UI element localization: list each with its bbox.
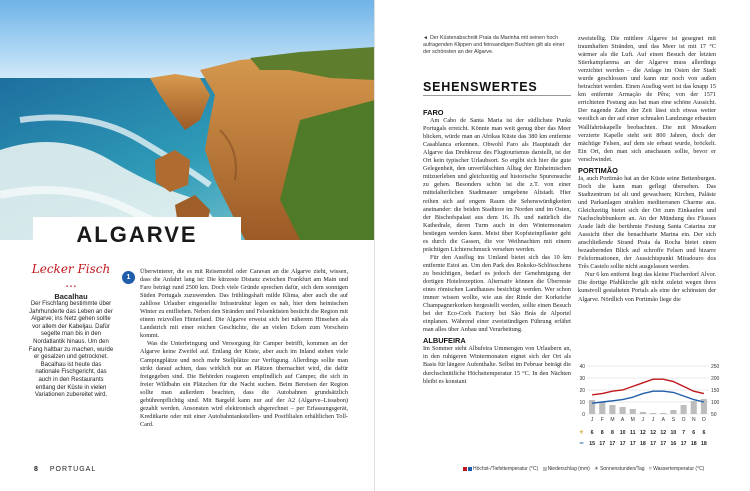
month-label: J (641, 417, 645, 423)
y-right-tick: 50 (711, 411, 717, 418)
sunshine-value: 8 (610, 430, 614, 436)
y-right-tick: 150 (711, 387, 720, 394)
rain-bar (650, 413, 656, 414)
sunshine-value: 12 (660, 430, 667, 436)
water-value: 18 (690, 441, 697, 447)
intro-text (140, 268, 348, 429)
paragraph: Am Cabo de Santa Maria ist der südlichste Punkt Portugals erreicht. Könnte man weit genug über das Meer blicken, würde man an Afrikas Küste das 380 km entfernte Casablanca erkennen. Obwohl Faro als Hauptstadt der Algarve das Drehkreuz des Flugtourismus darstellt, ist der Ort kein typischer Urlaubsort. So ergibt sich hier die gute Gelegenheit, den unverfälschten Alltag der Einheimischen mitzuerleben und gleichzeitig auf historische Spurensuche zu gehen. Besonders schön ist die z.T. von einer mittelalterlichen Stadtmauer umgebene Altstadt. Hier reihen sich auf engem Raum die Sehenswürdigkeiten aneinander: die beiden Stadttore im Norden und im Osten, der Bischofspalast aus dem 16. Jh. und natürlich die Kathedrale, deren Turm auch in den Wintermonaten bestiegen werden kann. Meist über Kopfsteinpflaster geht es durch die Gassen, die vor Weihnachten mit einem prächtigen Lichterschmuck versehen werden. (423, 117, 571, 253)
month-label: J (651, 417, 655, 423)
water-value: 18 (701, 441, 707, 447)
legend-rain-swatch (543, 467, 547, 471)
min-temp-line (592, 391, 704, 403)
text-column-1 (423, 109, 571, 386)
page-title: ALGARVE (76, 222, 198, 247)
y-left-tick: 20 (579, 387, 585, 394)
sunshine-value: 11 (630, 430, 636, 436)
rain-bar (640, 412, 646, 414)
sidebar-text: Der Fischfang bestimmte über Jahrhunderte das Leben an der Algarve; ins Netz gehen sollte vor allem der Kabeljau. Dafür segelte man bis in den Nordatlantik hinaus. Um den Fang haltbar zu machen, wurde er gesalzen und getrocknet. Bacalhau ist heute das nationale Fischgericht, das auch in den Restaurants entlang der Küste in vielen Variationen zubereitet wird. (28, 301, 114, 399)
sunshine-value: 7 (682, 430, 686, 436)
water-value: 17 (609, 441, 616, 447)
climate-chart-svg (575, 360, 725, 455)
sidebar-box (28, 262, 114, 400)
sunshine-value: 12 (640, 430, 646, 436)
rain-bar (599, 402, 605, 414)
left-arrow-icon: ◄ (423, 35, 428, 41)
water-value: 17 (629, 441, 636, 447)
month-label: M (610, 417, 615, 423)
coastline-photo (0, 0, 375, 240)
month-label: O (681, 417, 686, 423)
climate-chart (575, 360, 725, 455)
sunshine-value: 12 (650, 430, 656, 436)
month-label: N (691, 417, 696, 423)
water-value: 17 (619, 441, 626, 447)
legend-sun: Sonnenstunden/Tag (600, 466, 645, 472)
water-value: 17 (680, 441, 687, 447)
sunshine-value: 6 (590, 430, 594, 436)
water-value: 17 (599, 441, 606, 447)
y-right-tick: 200 (711, 375, 720, 382)
y-right-tick: 100 (711, 399, 720, 406)
rain-bar (660, 413, 666, 414)
month-label: F (600, 417, 604, 423)
right-page (375, 0, 750, 491)
legend-max-swatch (463, 467, 467, 471)
paragraph: Für den Ausflug ins Umland bietet sich das 10 km entfernte Estoi an. Um den Park des Rokoko-Schlösschens zu besichtigen, bedarf es jedoch der Genehmigung der dortigen Hotelrezeption. Alternativ können die Überreste eines römischen Landhauses besichtigt werden. Wer schon immer wissen wollte, wie aus der Rinde der Korkeiche Champagnerkorken hergestellt werden, sollte einen Besuch bei der Eco-Cork Factory bei São Brás de Alportel einplanen. Während einer zweistündigen Führung erfährt man alles über Anbau und Verarbeitung. (423, 253, 571, 334)
sunshine-value: 10 (670, 430, 677, 436)
sidebar-script-heading: Lecker Fisch ... (31, 262, 111, 290)
paragraph: Nur 6 km entfernt liegt das kleine Fischerdorf Alvor. Die dortige Pfahlkirche gilt nicht zuletzt wegen ihres kunstvoll gestalteten Portals als eine der schönsten der Algarve. Nördlich von Portimão liege die (578, 271, 716, 303)
month-label: A (620, 417, 625, 423)
map-number-badge: 1 (122, 271, 135, 284)
heading-portimao: PORTIMÃO (578, 165, 618, 175)
legend-rain: Niederschlag (mm) (547, 466, 590, 472)
wave-icon: ≈ (578, 440, 584, 447)
text-column-2 (578, 35, 716, 304)
legend-min-swatch (468, 467, 472, 471)
y-left-tick: 0 (582, 411, 585, 418)
section-title: SEHENSWERTES (423, 80, 538, 94)
y-right-tick: 250 (711, 363, 720, 370)
rain-bar (670, 410, 676, 414)
rain-bar (609, 405, 615, 414)
rain-bar (630, 409, 636, 414)
paragraph: Ja, auch Portimão hat an der Küste seine Bettenburgen. Doch die kann man geflegt übersehen. Das Stadtzentrum ist alt und gewachsen; Kirchen, Paläste und Parkanlagen strahlen mediterranen Charme aus. Gleichzeitig bietet sich der Ort zum Einkaufen und Nachschubbunkern an. An der Mündung des Flusses Arade lädt die berühmte Festung Santa Catarina zur Aussicht über die benachbarte Marina ein. Der sich anschließende Strand Praia da Rocha bietet einen bezaubernden Blick auf schroffe Felsen und bizarre Felsformationen, der Aussichtspunkt Miradouro dos Três Castelo sollte nicht ausgelassen werden. (578, 174, 716, 271)
month-label: J (590, 417, 594, 423)
y-left-tick: 30 (579, 375, 585, 382)
water-value: 16 (670, 441, 677, 447)
paragraph: zweistellig. Die mittlere Algarve ist gesegnet mit traumhaften Stränden, und das Meer ist mit 17 °C wärmer als die Luft. Auf einen Besuch der letzten Stierkampfarena an der Algarve muss allerdings verzichtet werden – die Anlage im Osten der Stadt wurde geschlossen und kann nur noch von außen betrachtet werden. Einen Ausflug wert ist das knapp 15 km entfernte Armação de Pêra; von der 1571 errichteten Festung aus hat man eine schöne Aussicht. Der nagende Zahn der Zeit lässt sich etwas weiter westlich an der auf einer schmalen Landzunge erbauten Wallfahrtskapelle beobachten. Die mit Mosaiken verzierte Kapelle steht seit 800 Jahren, doch der mächtige Felsen, auf dem sie erbaut wurde, bröckelt. Ein Ort, den man sich anschauen sollte, bevor er verschwindet. (578, 35, 716, 163)
sunshine-value: 10 (619, 430, 626, 436)
water-value: 17 (660, 441, 667, 447)
photo-caption (423, 35, 573, 55)
sidebar-heading: Bacalhau (54, 292, 88, 301)
month-label: S (671, 417, 676, 423)
legend-max-min: Höchst-/Tiefsttemperatur (°C) (473, 466, 539, 472)
caption-text: Der Küstenabschnitt Praia da Marinha mit seinen hoch aufragenden Klippen und feinsandigen Buchten gilt als einer der schönsten an der Algarve. (423, 35, 565, 55)
footer-section: PORTUGAL (49, 466, 97, 473)
heading-albufeira: ALBUFEIRA (423, 336, 466, 346)
month-label: A (661, 417, 665, 423)
sunshine-value: 8 (600, 430, 604, 436)
intro-paragraph: Was die Unterbringung und Versorgung für Camper betrifft, kommen an der Algarve keine Zweifel auf. Entlang der Küste, aber auch im Inland stehen viele Campingplätze und noch mehr Stellplätze zur Verfügung. Allerdings sollte man strikt darauf achten, dass wirklich nur an Plätzen übernachtet wird, die dafür freigegeben sind. Die Behörden reagieren empfindlich auf Camper, die sich in freier Wildbahn ein Plätzchen für die Nacht suchen. Beim Bereisen der Region sollte man außerdem beachten, dass die Autobahnen grundsätzlich gebührenpflichtig sind. Mit Bargeld kann nur auf der A2 (Algarve–Lissabon) gezahlt werden. Ansonsten wird elektronisch abgerechnet – per Erfassungsgerät, Kreditkarte oder mit einer Autobahntankstellen- und Postfilialen erhältlichen Toll-Card. (140, 340, 348, 428)
rain-bar (620, 407, 626, 414)
sun-icon: ☀ (594, 466, 599, 472)
page-number: 8 (34, 466, 39, 473)
intro-paragraph: Überwinterer, die es mit Reisemobil oder Caravan an die Algarve zieht, wissen, dass die Anfahrt lang ist: Die kürzeste Distanz zwischen Frankfurt am Main und Faro beträgt rund 2500 km. Doch viele Gründe sprechen dafür, sich dem sonnigen Süden Portugals zuzuwenden. Das frühlingshaft milde Klima, aber auch die auf zahllose Urlauber eingestellte Infrastruktur legen es nah, hier dem heimischen Winter zu entfliehen. Neben den Stränden und Felsenküsten besticht die Region mit einem reizvollen Hinterland. Die Algarve erweist sich bei näherem Hinsehen als Landstrich mit einer reichen Geschichte, die an vielen Ecken zum Vorschein kommt. (140, 268, 348, 340)
paragraph: Im Sommer steht Albufeira Ummengen von Urlaubern an, in den ruhigeren Wintermonaten eignet sich der Ort als Basis für längere Aufenthalte. Selbst im Februar beträgt die durchschnittliche Höchsttemperatur 15 °C. In den Nächten bleibt es konstant (423, 345, 571, 385)
coastline-image (0, 0, 375, 240)
heading-faro: FARO (423, 108, 444, 117)
y-left-tick: 40 (579, 363, 585, 370)
chart-legend (463, 466, 704, 472)
sunshine-value: 6 (692, 430, 696, 436)
water-value: 18 (640, 441, 646, 447)
title-box (33, 217, 241, 253)
water-value: 17 (650, 441, 656, 447)
month-label: D (702, 417, 706, 423)
wave-icon: ≈ (648, 466, 652, 472)
y-left-tick: 10 (579, 399, 585, 406)
rain-bar (691, 401, 697, 414)
rain-bar (681, 405, 687, 414)
rain-bar (589, 400, 595, 414)
page-footer (34, 466, 96, 473)
sun-icon: ☀ (578, 429, 584, 436)
sunshine-value: 6 (702, 430, 706, 436)
section-divider (423, 95, 571, 96)
legend-water: Wassertemperatur (°C) (653, 466, 705, 472)
water-value: 15 (589, 441, 595, 447)
month-label: M (630, 417, 635, 423)
